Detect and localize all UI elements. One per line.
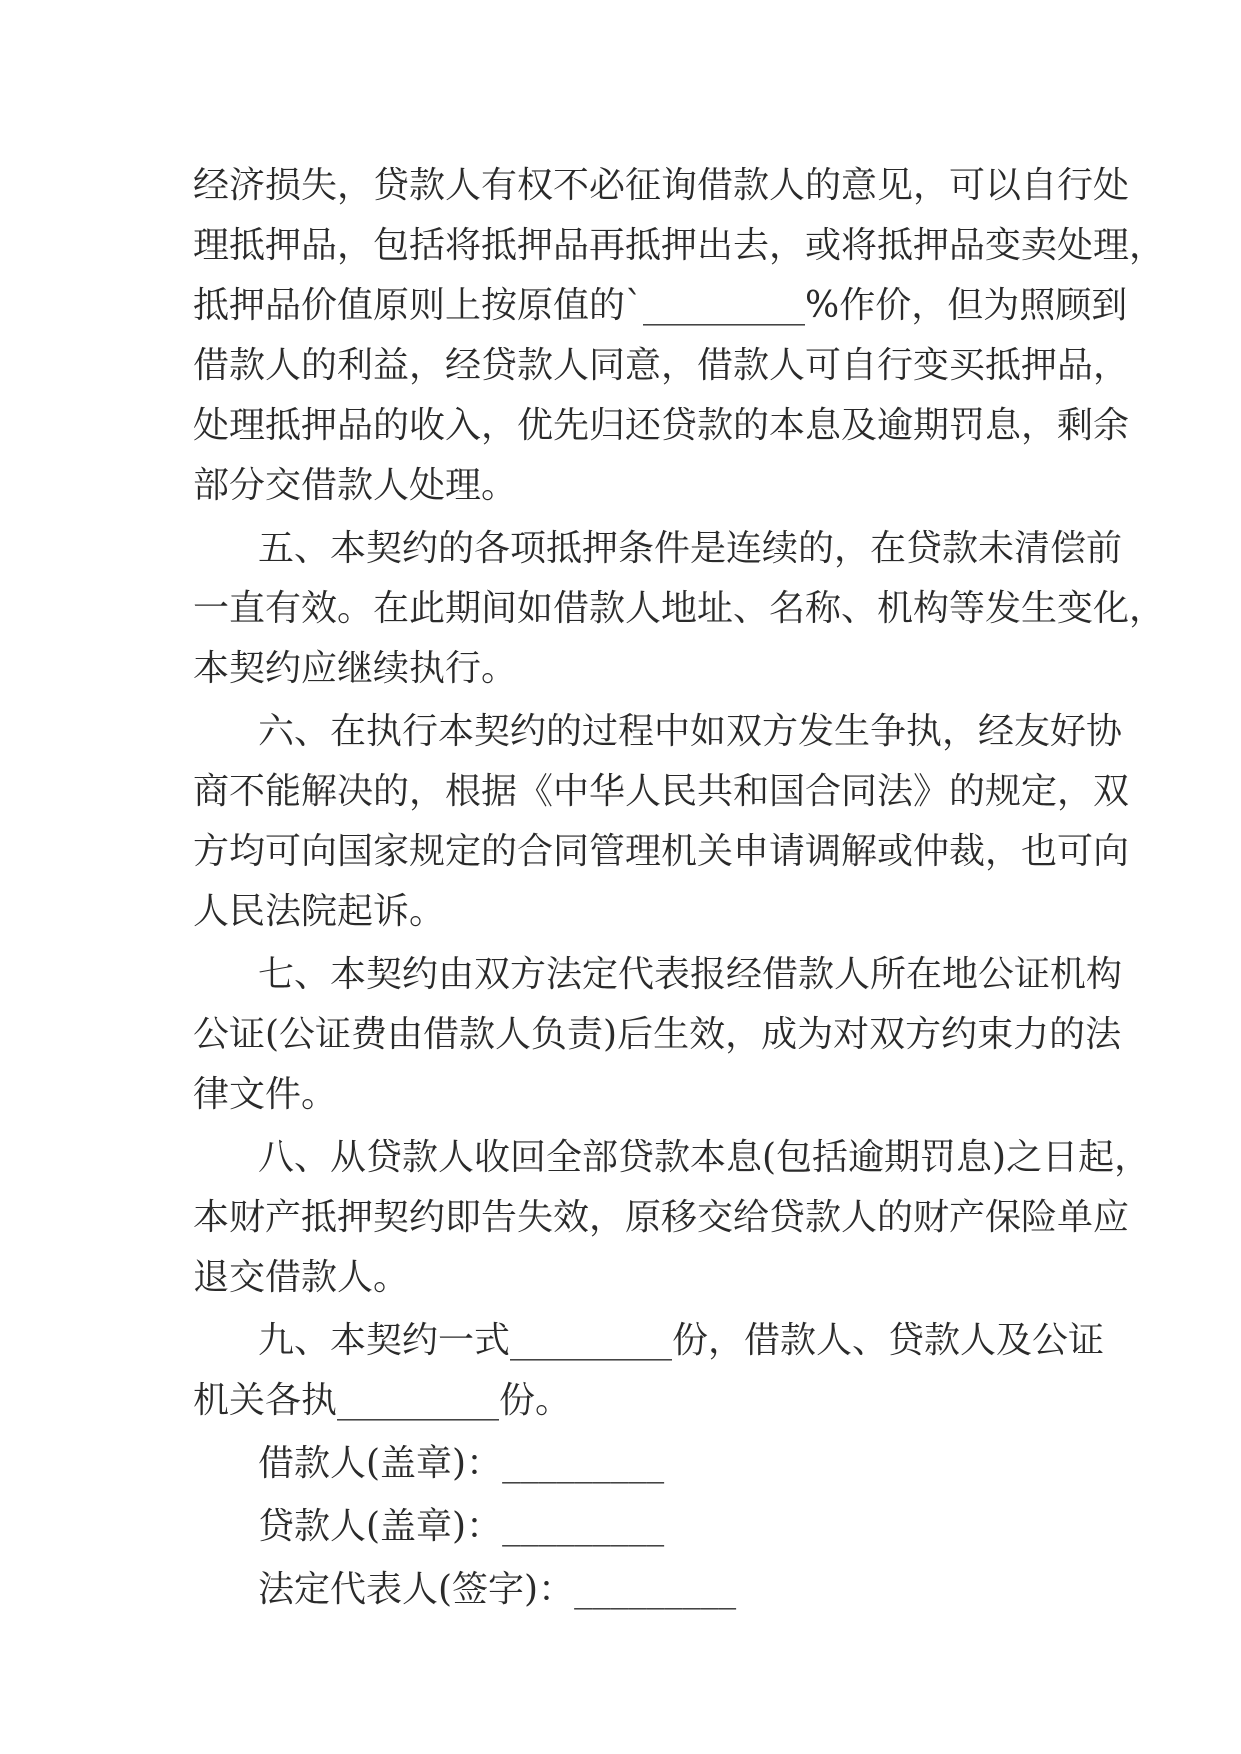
lender-seal-line: 贷款人(盖章)：_________ [258,1506,665,1547]
text-line: 部分交借款人处理。 [193,465,518,506]
clause-seven-heading: 七、本契约由双方法定代表报经借款人所在地公证机构 [258,954,1123,995]
text-line: 人民法院起诉。 [193,891,446,932]
text-line: 经济损失，贷款人有权不必征询借款人的意见，可以自行处 [193,165,1130,206]
text-line: 本契约应继续执行。 [193,648,518,689]
clause-five-heading: 五、本契约的各项抵押条件是连续的，在贷款未清偿前 [258,528,1123,569]
text-line: 公证(公证费由借款人负责)后生效，成为对双方约束力的法 [193,1014,1122,1055]
text-line: 理抵押品，包括将抵押品再抵押出去，或将抵押品变卖处理， [193,225,1166,266]
legal-rep-signature-line: 法定代表人(签字)：_________ [258,1569,737,1610]
borrower-seal-line: 借款人(盖章)：_________ [258,1443,665,1484]
clause-six-heading: 六、在执行本契约的过程中如双方发生争执，经友好协 [258,711,1123,752]
clause-eight-heading: 八、从贷款人收回全部贷款本息(包括逾期罚息)之日起， [258,1137,1151,1178]
text-line: 律文件。 [193,1074,338,1115]
text-line: 机关各执_________份。 [193,1380,572,1421]
clause-nine-heading: 九、本契约一式_________份，借款人、贷款人及公证 [258,1320,1105,1361]
text-line: 借款人的利益，经贷款人同意，借款人可自行变买抵押品， [193,345,1130,386]
text-line: 退交借款人。 [193,1257,410,1298]
text-line: 方均可向国家规定的合同管理机关申请调解或仲裁，也可向 [193,831,1130,872]
text-line: 抵押品价值原则上按原值的`_________%作价，但为照顾到 [193,285,1128,326]
text-line: 本财产抵押契约即告失效，原移交给贷款人的财产保险单应 [193,1197,1130,1238]
text-line: 处理抵押品的收入，优先归还贷款的本息及逾期罚息，剩余 [193,405,1130,446]
text-line: 一直有效。在此期间如借款人地址、名称、机构等发生变化， [193,588,1166,629]
text-line: 商不能解决的，根据《中华人民共和国合同法》的规定，双 [193,771,1130,812]
